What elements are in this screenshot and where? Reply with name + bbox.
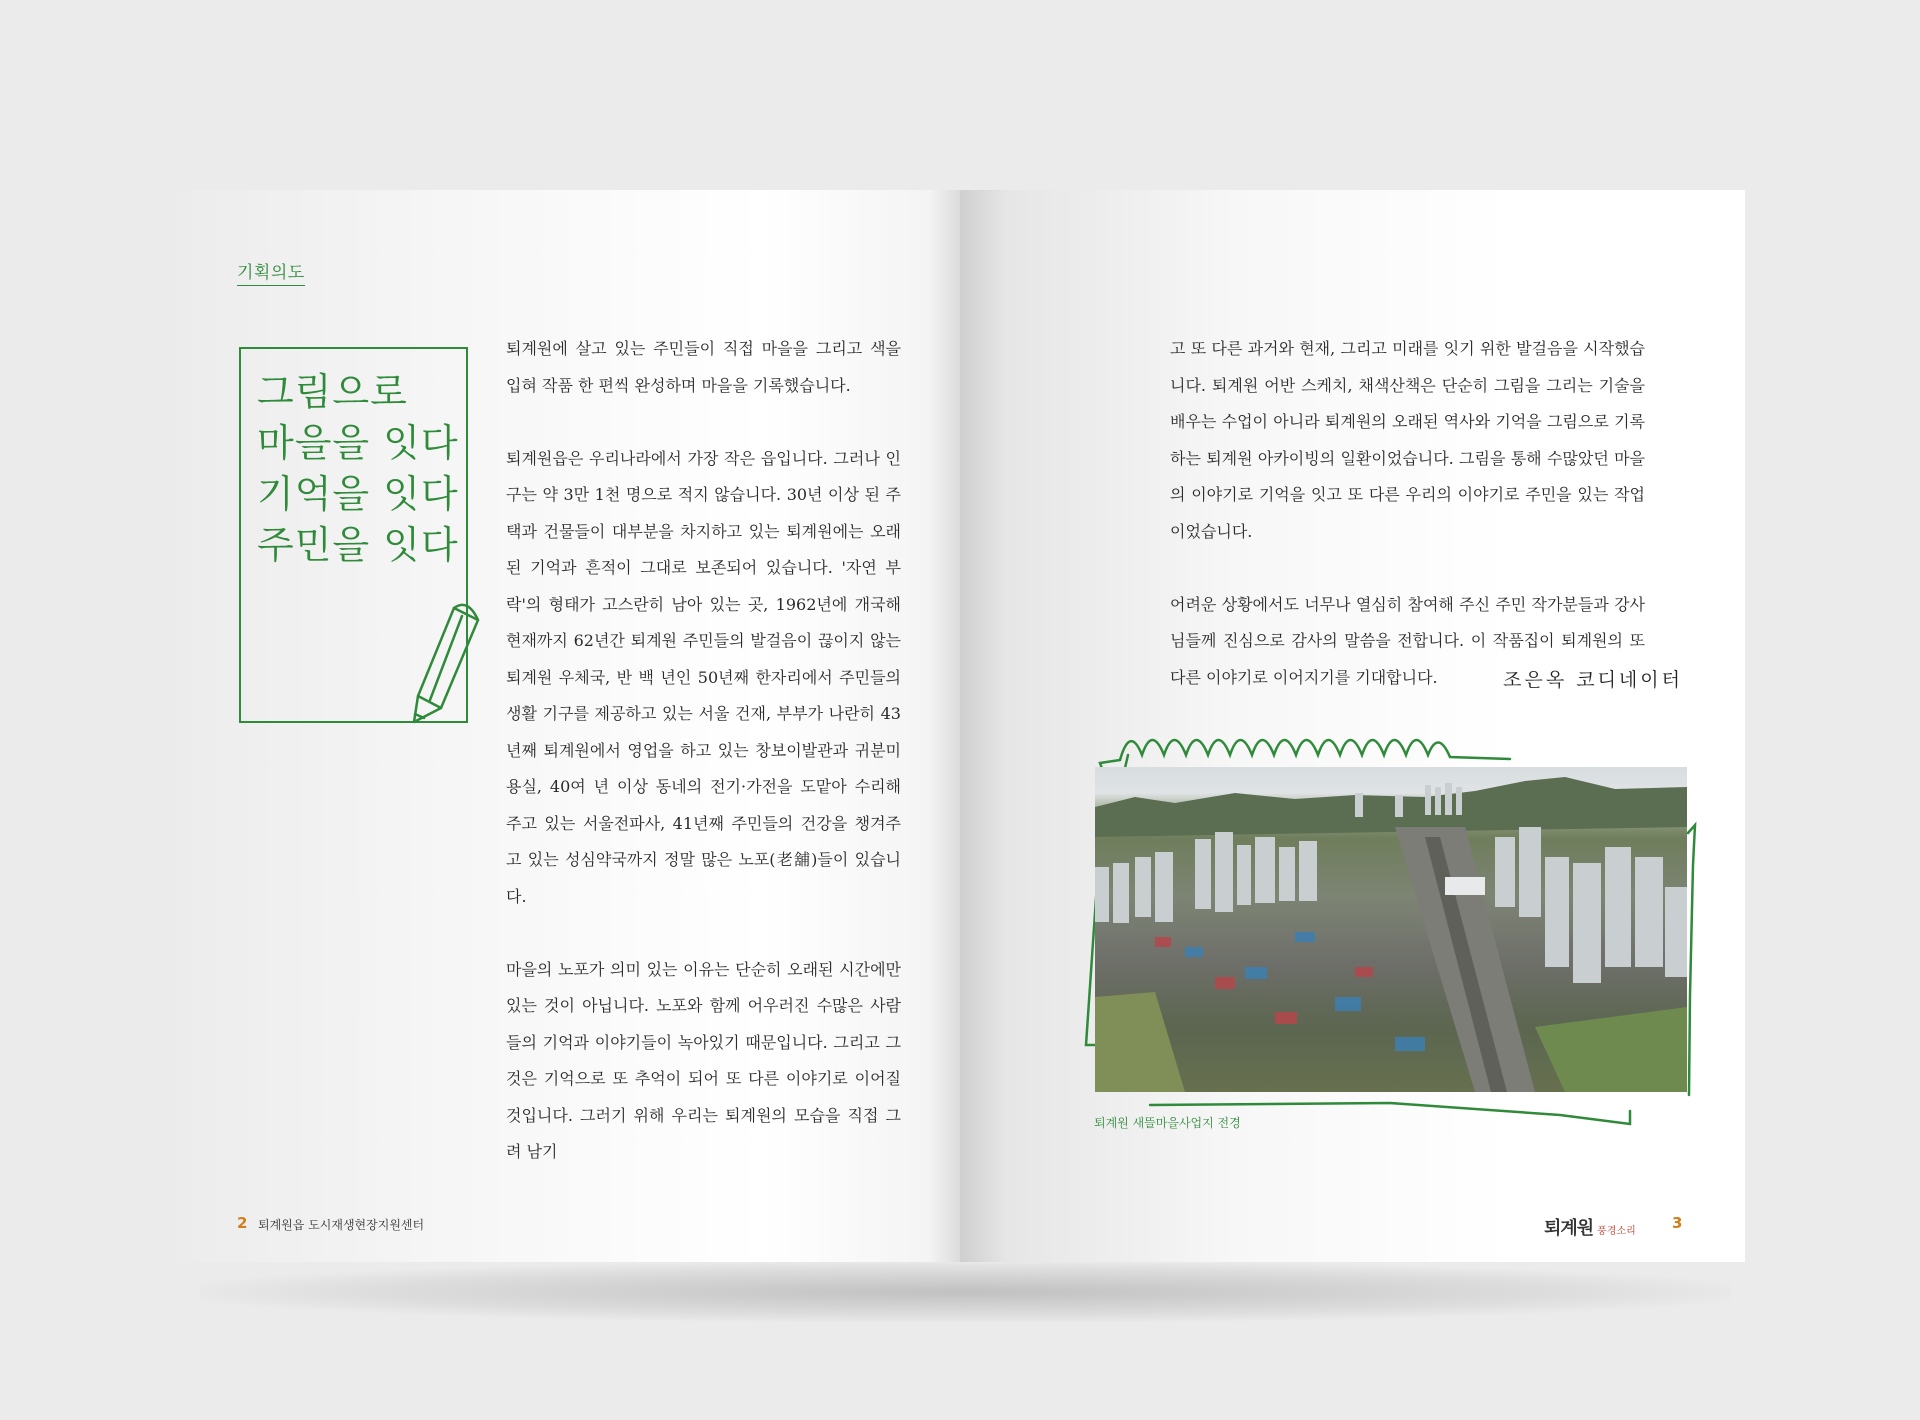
paragraph: 퇴계원에 살고 있는 주민들이 직접 마을을 그리고 색을 입혀 작품 한 편씩 완성하며 마을을 기록했습니다. xyxy=(506,339,901,395)
signature: 조은옥 코디네이터 xyxy=(1503,669,1683,691)
body-text xyxy=(1170,331,1645,696)
logo-subtext: 풍경소리 xyxy=(1597,1226,1636,1237)
title-line: 마을을 잇다 xyxy=(257,421,459,465)
pencil-icon xyxy=(396,590,496,730)
paragraph: 퇴계원읍은 우리나라에서 가장 작은 읍입니다. 그러나 인구는 약 3만 1천 명으로 적지 않습니다. 30년 이상 된 주택과 건물들이 대부분을 차지하고 있는 퇴계원에는 오래된 기억과 흔적이 그대로 보존되어 있습니다. '자연 부락'의 형태가 고스란히 남아 있는 곳, 1962년에 개국해 현재까지 62년간 퇴계원 주민들의 발걸음이 끊이지 않는 퇴계원 우체국, 반 백 년인 50년째 한자리에서 주민들의 생활 기구를 제공하고 있는 서울 건재, 부부가 나란히 43년째 퇴계원에서 영업을 하고 있는 창보이발관과 귀분미용실, 40여 년 이상 동네의 전기·가전을 도맡아 수리해 주고 있는 서울전파사, 41년째 주민들의 건강을 챙겨주고 있는 성심약국까지 정말 많은 노포(老舖)들이 있습니다. xyxy=(506,448,901,906)
logo-text: 퇴계원 xyxy=(1544,1218,1594,1239)
page-number: 3 xyxy=(1672,1214,1683,1232)
page-number: 2 xyxy=(237,1214,248,1232)
paragraph: 어려운 상황에서도 너무나 열심히 참여해 주신 주민 작가분들과 강사님들께 진심으로 감사의 말씀을 전합니다. 이 작품집이 퇴계원의 또 다른 이야기로 이어지기를 기대합니다. xyxy=(1170,594,1645,687)
title-line: 기억을 잇다 xyxy=(257,472,459,516)
title-lines xyxy=(257,367,459,571)
photo-caption: 퇴계원 새뜰마을사업지 전경 xyxy=(1094,1116,1241,1130)
section-tag: 기획의도 xyxy=(237,258,305,286)
body-text xyxy=(506,331,901,1171)
paragraph: 마을의 노포가 의미 있는 이유는 단순히 오래된 시간에만 있는 것이 아닙니다. 노포와 함께 어우러진 수많은 사람들의 기억과 이야기들이 녹아있기 때문입니다. 그리고 그것은 기억으로 또 추억이 되어 또 다른 이야기로 이어질 것입니다. 그러기 위해 우리는 퇴계원의 모습을 직접 그려 남기 xyxy=(506,959,901,1161)
paragraph: 고 또 다른 과거와 현재, 그리고 미래를 잇기 위한 발걸음을 시작했습니다. 퇴계원 어반 스케치, 채색산책은 단순히 그림을 그리는 기술을 배우는 수업이 아니라 퇴계원의 오래된 역사와 기억을 그림으로 기록하는 퇴계원 아카이빙의 일환이었습니다. 그림을 통해 수많았던 마을의 이야기로 기억을 잇고 또 다른 우리의 이야기로 주민을 있는 작업이었습니다. xyxy=(1170,339,1645,541)
aerial-photo xyxy=(1095,767,1687,1092)
title-line: 그림으로 xyxy=(257,370,408,414)
left-page xyxy=(176,190,960,1262)
brand-logo xyxy=(1544,1214,1636,1240)
book-shadow xyxy=(200,1262,1730,1322)
right-page xyxy=(960,190,1745,1262)
title-line: 주민을 잇다 xyxy=(257,523,459,567)
footer-org: 퇴계원읍 도시재생현장지원센터 xyxy=(258,1218,425,1232)
